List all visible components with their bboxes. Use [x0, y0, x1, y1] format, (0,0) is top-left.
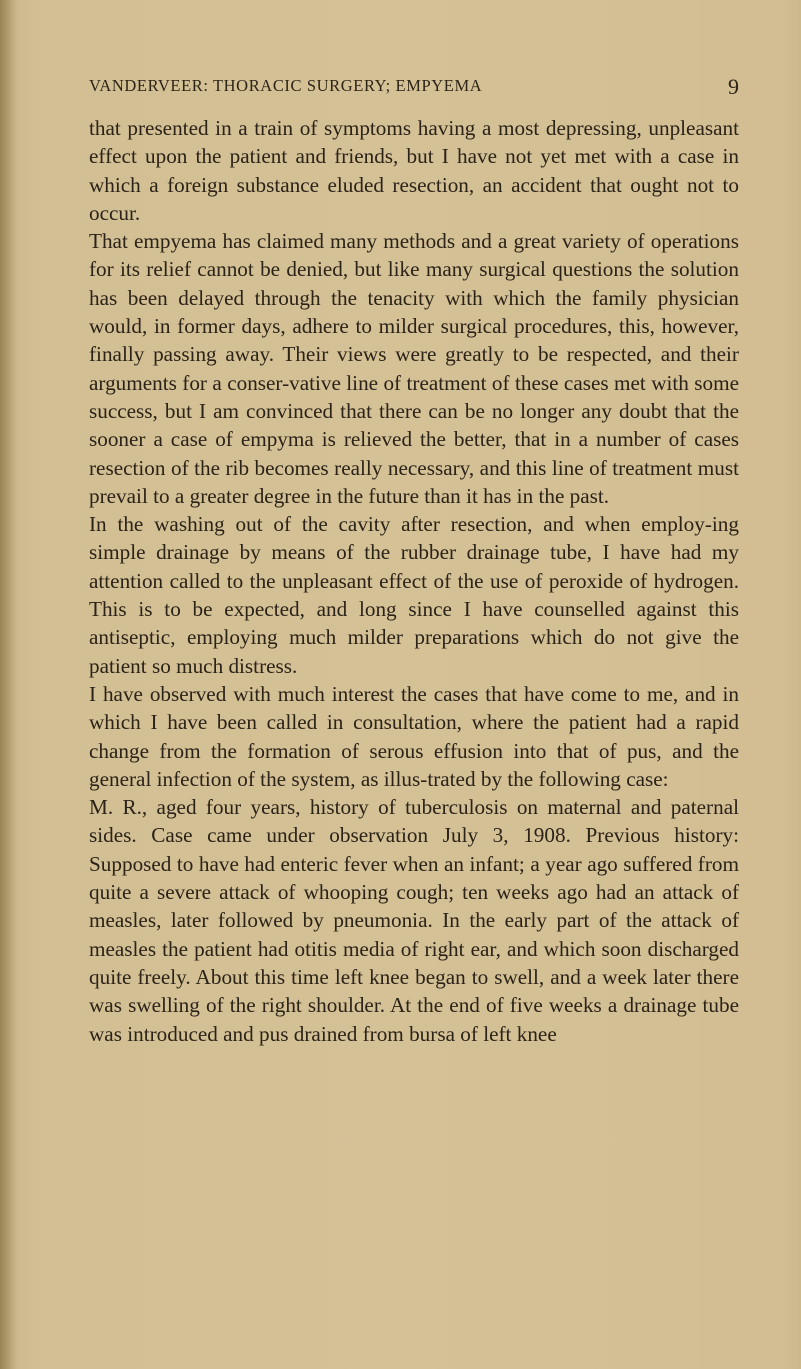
paragraph-washing-out: In the washing out of the cavity after resection, and when employ-ing simple drainage by means of the rubber drainage tube, I have had my attention called to the unpleasant effect of the use of peroxide of hydrogen. This is to be expected, and long since I have counselled against this antiseptic, employing much milder preparations which do not give the patient so much distress. — [89, 512, 739, 678]
paragraph-continuation: that presented in a train of symptoms having a most depressing, unpleasant effect upon the patient and friends, but I have not yet met with a case in which a foreign substance eluded resection, an accident that ought not to occur. — [89, 116, 739, 225]
page-header — [89, 76, 739, 102]
paragraph-empyema-methods: That empyema has claimed many methods and a great variety of operations for its relief cannot be denied, but like many surgical questions the solution has been delayed through the tenacity with which the family physician would, in former days, adhere to milder surgical procedures, this, however, finally passing away. Their views were greatly to be respected, and their arguments for a conser-vative line of treatment of these cases met with some success, but I am convinced that there can be no longer any doubt that the sooner a case of empyma is relieved the better, that in a number of cases resection of the rib becomes really necessary, and this line of treatment must prevail to a greater degree in the future than it has in the past. — [89, 229, 739, 508]
paragraph-case-history: M. R., aged four years, history of tuberculosis on maternal and paternal sides. Case came under observation July 3, 1908. Previous history: Supposed to have had enteric fever when an infant; a year ago suffered from quite a severe attack of whooping cough; ten weeks ago had an attack of measles, later followed by pneumonia. In the early part of the attack of measles the patient had otitis media of right ear, and which soon discharged quite freely. About this time left knee began to swell, and a week later there was swelling of the right shoulder. At the end of five weeks a drainage tube was introduced and pus drained from bursa of left knee — [89, 795, 739, 1046]
page-number: 9 — [728, 74, 739, 99]
running-head: VANDERVEER: THORACIC SURGERY; EMPYEMA — [89, 76, 483, 95]
paragraph-observed-cases: I have observed with much interest the cases that have come to me, and in which I have been called in consultation, where the patient had a rapid change from the formation of serous effusion into that of pus, and the general infection of the system, as illus-trated by the following case: — [89, 681, 739, 791]
spine-shadow — [0, 0, 18, 1369]
body-text — [89, 114, 739, 1048]
